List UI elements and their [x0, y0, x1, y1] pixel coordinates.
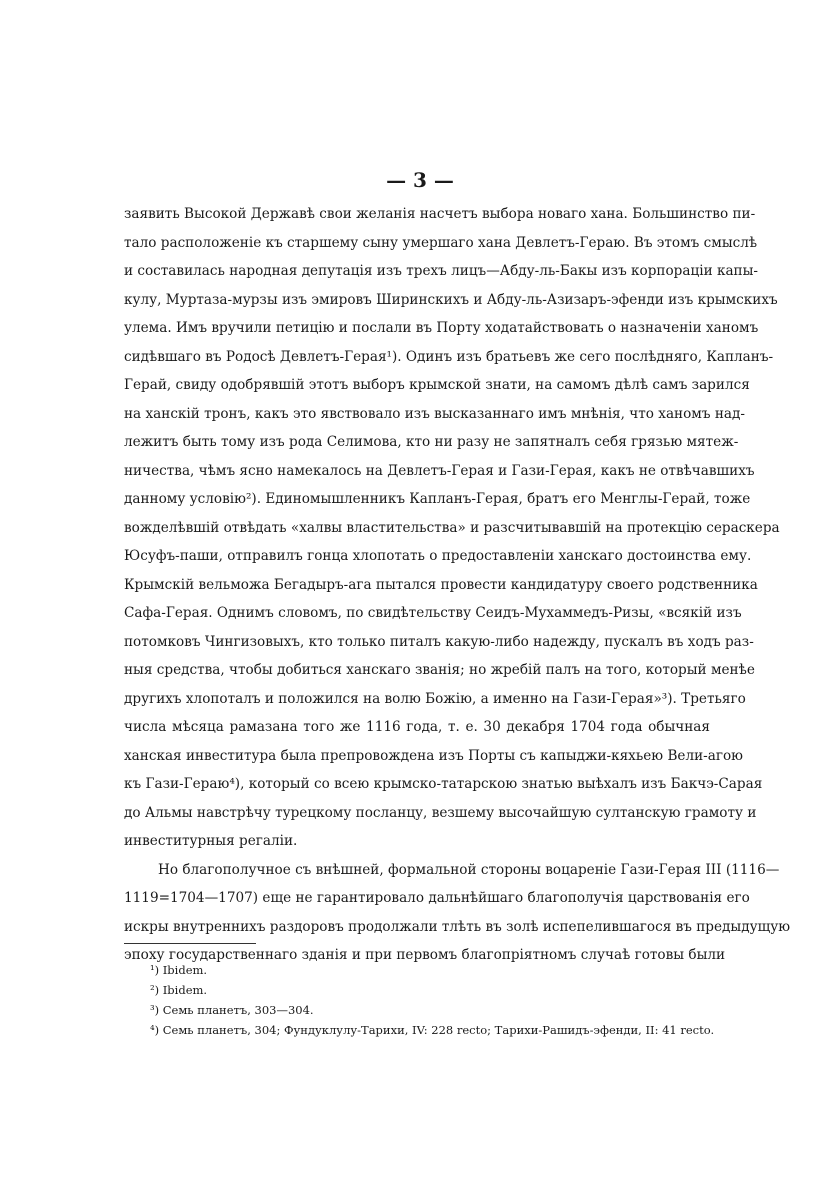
- text-line: улема. Имъ вручили петицію и послали въ Порту ходатайствовать о назначеніи ханомъ: [124, 320, 759, 336]
- text-line: эпоху государственнаго зданія и при первомъ благопріятномъ случаѣ готовы были: [124, 947, 726, 963]
- body-text: [124, 200, 791, 970]
- text-line: Сафа-Герая. Однимъ словомъ, по свидѣтельству Сеидъ-Мухаммедъ-Ризы, «всякій изъ: [124, 605, 742, 621]
- text-line: числа мѣсяца рамазана того же 1116 года, т. е. 30 декабря 1704 года обычная: [124, 719, 710, 735]
- footnote: ¹) Ibidem.: [150, 963, 208, 977]
- text-line: кулу, Муртаза-мурзы изъ эмировъ Ширинскихъ и Абду-ль-Азизаръ-эфенди изъ крымскихъ: [124, 291, 778, 308]
- text-line: заявить Высокой Державѣ свои желанія насчетъ выбора новаго хана. Большинство пи-: [124, 206, 756, 222]
- footnote: ²) Ibidem.: [150, 983, 208, 997]
- text-line: лежитъ быть тому изъ рода Селимова, кто ни разу не запятналъ себя грязью мятеж-: [124, 434, 739, 450]
- footnote-divider: [124, 943, 256, 944]
- text-line: данному условію²). Единомышленникъ Капланъ-Герая, братъ его Менглы-Герай, тоже: [124, 491, 751, 507]
- footnote: ⁴) Семь планетъ, 304; Фундуклулу-Тарихи, IV: 228 recto; Тарихи-Рашидъ-эфенди, II: 41 recto.: [150, 1023, 715, 1037]
- text-line: ныя средства, чтобы добиться ханскаго званія; но жребій палъ на того, который менѣе: [124, 662, 755, 678]
- text-line: другихъ хлопоталъ и положился на волю Божію, а именно на Гази-Герая»³). Третьяго: [124, 690, 746, 707]
- text-line: инвеститурныя регаліи.: [124, 833, 298, 849]
- text-line: до Альмы навстрѣчу турецкому посланцу, везшему высочайшую султанскую грамоту и: [124, 804, 757, 821]
- text-line: ханская инвеститура была препровождена изъ Порты съ капыджи-кяхьею Вели-агою: [124, 747, 744, 764]
- text-line: 1119=1704—1707) еще не гарантировало дальнѣйшаго благополучія царствованія его: [124, 890, 750, 906]
- text-line: на ханскій тронъ, какъ это явствовало изъ высказаннаго имъ мнѣнія, что ханомъ над-: [124, 405, 745, 422]
- text-line: Герай, свиду одобрявшій этотъ выборъ крымской знати, на самомъ дѣлѣ самъ зарился: [124, 377, 750, 393]
- text-line: потомковъ Чингизовыхъ, кто только питалъ какую-либо надежду, пускалъ въ ходъ раз-: [124, 633, 754, 650]
- text-line: Но благополучное съ внѣшней, формальной стороны воцареніе Гази-Герая III (1116—: [158, 861, 780, 878]
- text-line: искры внутреннихъ раздоровъ продолжали тлѣть въ золѣ испепелившагося въ предыдущую: [124, 918, 791, 935]
- text-line: къ Гази-Гераю⁴), который со всею крымско-татарскою знатью выѣхалъ изъ Бакчэ-Сарая: [124, 776, 763, 792]
- text-line: Юсуфъ-паши, отправилъ гонца хлопотать о предоставленіи ханскаго достоинства ему.: [124, 548, 752, 564]
- text-line: ничества, чѣмъ ясно намекалось на Девлетъ-Герая и Гази-Герая, какъ не отвѣчавшихъ: [124, 462, 755, 479]
- page-number: — 3 —: [386, 168, 454, 192]
- footnote: ³) Семь планетъ, 303—304.: [150, 1003, 314, 1017]
- text-line: тало расположеніе къ старшему сыну умершаго хана Девлетъ-Гераю. Въ этомъ смыслѣ: [124, 234, 758, 251]
- text-line: вожделѣвшій отвѣдать «халвы властительства» и разсчитывавшій на протекцію сераскера: [124, 519, 780, 536]
- text-line: сидѣвшаго въ Родосѣ Девлетъ-Герая¹). Одинъ изъ братьевъ же сего послѣдняго, Капланъ-: [124, 348, 774, 365]
- text-line: и составилась народная депутація изъ трехъ лицъ—Абду-ль-Бакы изъ корпораціи капы-: [124, 263, 759, 279]
- text-line: Крымскій вельможа Бегадыръ-ага пытался провести кандидатуру своего родственника: [124, 576, 758, 593]
- footnotes: [150, 960, 715, 1040]
